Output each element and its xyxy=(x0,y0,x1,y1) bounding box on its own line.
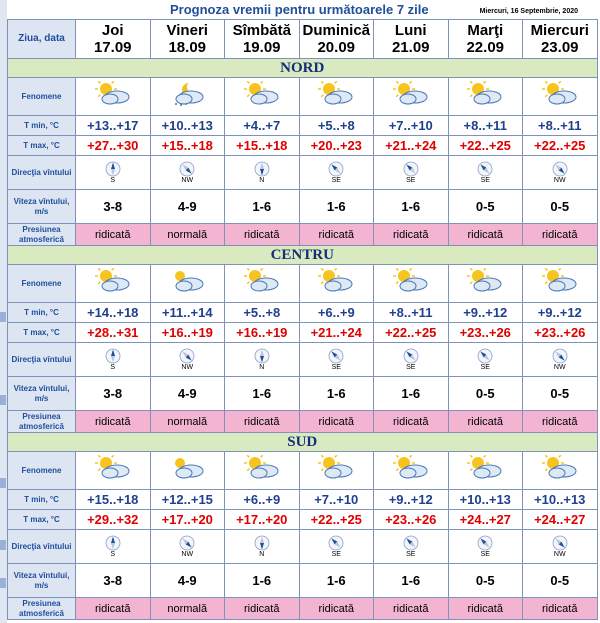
day-date: 23.09 xyxy=(540,39,579,56)
pressure-value: ridicată xyxy=(523,224,598,246)
tmin-value: +10..+13 xyxy=(150,116,225,136)
pressure-value: ridicată xyxy=(448,224,523,246)
tmin-value: +9..+12 xyxy=(448,303,523,323)
wind-speed-value: 4-9 xyxy=(150,190,225,224)
row-label-wind-dir: Direcţia vîntului xyxy=(8,156,76,190)
wind-arrow-icon xyxy=(477,535,493,551)
tmin-value: +8..+11 xyxy=(374,303,449,323)
wind-direction-text: NW xyxy=(181,176,194,184)
tmin-value: +13..+17 xyxy=(76,116,151,136)
wind-speed-value: 3-8 xyxy=(76,377,151,411)
wind-speed-value: 0-5 xyxy=(448,377,523,411)
weather-cell xyxy=(374,265,449,303)
tmin-value: +7..+10 xyxy=(374,116,449,136)
row-label-wind-speed: Viteza vîntului, m/s xyxy=(8,564,76,598)
wind-speed-value: 1-6 xyxy=(374,190,449,224)
weather-cell xyxy=(448,265,523,303)
day-header xyxy=(448,20,523,59)
sun-cloud-icon xyxy=(466,455,504,481)
weather-cell xyxy=(225,452,300,490)
wind-arrow-icon xyxy=(328,348,344,364)
sun-cloud-icon xyxy=(94,81,132,107)
row-label-wind-speed: Viteza vîntului, m/s xyxy=(8,377,76,411)
tmin-value: +8..+11 xyxy=(448,116,523,136)
weather-cell xyxy=(523,452,598,490)
forecast-table xyxy=(7,19,598,620)
pressure-value: normală xyxy=(150,224,225,246)
day-header xyxy=(150,20,225,59)
tmax-value: +24..+27 xyxy=(523,510,598,530)
tmax-value: +22..+25 xyxy=(523,136,598,156)
row-label-wind-dir: Direcţia vîntului xyxy=(8,343,76,377)
row-label-pressure: Presiunea atmosferică xyxy=(8,598,76,620)
sun-cloud-icon xyxy=(243,455,281,481)
wind-direction-cell xyxy=(299,156,374,190)
day-date: 17.09 xyxy=(93,39,132,56)
tmax-value: +20..+23 xyxy=(299,136,374,156)
sun-cloud-icon xyxy=(541,81,579,107)
weather-cell xyxy=(150,265,225,303)
tmax-value: +22..+25 xyxy=(299,510,374,530)
day-name: Joi xyxy=(101,22,124,39)
sun-cloud-icon xyxy=(466,268,504,294)
wind-arrow-icon xyxy=(254,348,270,364)
weather-cell xyxy=(299,452,374,490)
wind-speed-value: 3-8 xyxy=(76,564,151,598)
tmax-value: +16..+19 xyxy=(150,323,225,343)
side-marker xyxy=(0,578,6,588)
day-header xyxy=(374,20,449,59)
region-header: CENTRU xyxy=(8,246,598,265)
wind-direction-text: NW xyxy=(553,176,566,184)
pressure-value: normală xyxy=(150,411,225,433)
wind-direction-cell xyxy=(523,530,598,564)
pressure-value: normală xyxy=(150,598,225,620)
wind-speed-value: 1-6 xyxy=(299,190,374,224)
tmax-value: +15..+18 xyxy=(225,136,300,156)
wind-direction-text: SE xyxy=(406,550,416,558)
pressure-value: ridicată xyxy=(374,598,449,620)
wind-direction-text: SE xyxy=(480,363,490,371)
tmin-value: +6..+9 xyxy=(299,303,374,323)
weather-cell xyxy=(225,265,300,303)
day-name: Marţi xyxy=(467,22,504,39)
weather-cell xyxy=(76,78,151,116)
tmin-value: +15..+18 xyxy=(76,490,151,510)
row-label-wind-dir: Direcţia vîntului xyxy=(8,530,76,564)
wind-direction-cell xyxy=(150,530,225,564)
row-label-tmax: T max, °C xyxy=(8,510,76,530)
wind-direction-text: N xyxy=(259,176,265,184)
tmin-value: +10..+13 xyxy=(523,490,598,510)
day-name: Vineri xyxy=(166,22,208,39)
tmax-value: +22..+25 xyxy=(374,323,449,343)
wind-arrow-icon xyxy=(403,535,419,551)
weather-cell xyxy=(523,78,598,116)
wind-speed-value: 1-6 xyxy=(299,377,374,411)
wind-arrow-icon xyxy=(477,348,493,364)
wind-arrow-icon xyxy=(552,161,568,177)
wind-direction-cell xyxy=(374,343,449,377)
pressure-value: ridicată xyxy=(76,598,151,620)
tmax-value: +15..+18 xyxy=(150,136,225,156)
wind-direction-text: NW xyxy=(553,550,566,558)
wind-direction-text: S xyxy=(110,550,116,558)
issue-date: Miercuri, 16 Septembrie, 2020 xyxy=(479,8,578,15)
tmax-value: +22..+25 xyxy=(448,136,523,156)
wind-arrow-icon xyxy=(403,161,419,177)
wind-direction-text: NW xyxy=(181,363,194,371)
page-title: Prognoza vremii pentru următoarele 7 zile xyxy=(170,2,429,17)
sun-cloud-icon xyxy=(392,268,430,294)
day-header xyxy=(299,20,374,59)
pressure-value: ridicată xyxy=(299,598,374,620)
day-date: 21.09 xyxy=(391,39,430,56)
tmin-value: +5..+8 xyxy=(299,116,374,136)
wind-speed-value: 1-6 xyxy=(225,564,300,598)
wind-arrow-icon xyxy=(105,535,121,551)
region-header: NORD xyxy=(8,59,598,78)
wind-arrow-icon xyxy=(552,535,568,551)
wind-speed-value: 0-5 xyxy=(523,190,598,224)
wind-direction-text: SE xyxy=(406,363,416,371)
wind-arrow-icon xyxy=(179,348,195,364)
wind-arrow-icon xyxy=(254,535,270,551)
sun-cloud-icon xyxy=(243,81,281,107)
cloud-icon xyxy=(168,455,206,481)
row-label-pressure: Presiunea atmosferică xyxy=(8,411,76,433)
wind-direction-cell xyxy=(76,343,151,377)
pressure-value: ridicată xyxy=(225,224,300,246)
wind-arrow-icon xyxy=(552,348,568,364)
pressure-value: ridicată xyxy=(299,411,374,433)
tmin-value: +11..+14 xyxy=(150,303,225,323)
weather-cell xyxy=(374,452,449,490)
sun-cloud-icon xyxy=(541,455,579,481)
tmax-value: +17..+20 xyxy=(225,510,300,530)
day-header xyxy=(76,20,151,59)
tmin-value: +4..+7 xyxy=(225,116,300,136)
row-label-tmin: T min, °C xyxy=(8,490,76,510)
row-label-fenomene: Fenomene xyxy=(8,265,76,303)
pressure-value: ridicată xyxy=(299,224,374,246)
weather-cell xyxy=(225,78,300,116)
tmin-value: +12..+15 xyxy=(150,490,225,510)
weather-cell xyxy=(150,452,225,490)
wind-direction-cell xyxy=(76,530,151,564)
tmin-value: +7..+10 xyxy=(299,490,374,510)
tmin-value: +5..+8 xyxy=(225,303,300,323)
wind-arrow-icon xyxy=(328,161,344,177)
weather-cell xyxy=(448,452,523,490)
weather-cell xyxy=(299,265,374,303)
pressure-value: ridicată xyxy=(225,598,300,620)
wind-direction-text: S xyxy=(110,176,116,184)
pressure-value: ridicată xyxy=(374,224,449,246)
tmax-value: +23..+26 xyxy=(374,510,449,530)
day-header xyxy=(523,20,598,59)
pressure-value: ridicată xyxy=(374,411,449,433)
wind-direction-cell xyxy=(76,156,151,190)
tmax-value: +29..+32 xyxy=(76,510,151,530)
tmax-value: +16..+19 xyxy=(225,323,300,343)
weather-cell xyxy=(150,78,225,116)
moon-cloud-icon xyxy=(168,81,206,107)
tmax-value: +27..+30 xyxy=(76,136,151,156)
left-edge-strip xyxy=(0,0,7,623)
tmax-value: +21..+24 xyxy=(374,136,449,156)
day-name: Sîmbătă xyxy=(232,22,291,39)
wind-speed-value: 1-6 xyxy=(225,190,300,224)
sun-cloud-icon xyxy=(466,81,504,107)
row-label-wind-speed: Viteza vîntului, m/s xyxy=(8,190,76,224)
wind-speed-value: 0-5 xyxy=(523,377,598,411)
day-date: 22.09 xyxy=(466,39,505,56)
side-marker xyxy=(0,395,6,405)
tmin-value: +14..+18 xyxy=(76,303,151,323)
tmin-value: +8..+11 xyxy=(523,116,598,136)
side-marker xyxy=(0,540,6,550)
wind-speed-value: 4-9 xyxy=(150,377,225,411)
weather-cell xyxy=(299,78,374,116)
row-label-fenomene: Fenomene xyxy=(8,452,76,490)
weather-cell xyxy=(76,452,151,490)
day-date: 20.09 xyxy=(317,39,356,56)
wind-direction-cell xyxy=(448,156,523,190)
day-header xyxy=(225,20,300,59)
wind-direction-cell xyxy=(150,343,225,377)
pressure-value: ridicată xyxy=(448,411,523,433)
wind-direction-cell xyxy=(225,343,300,377)
row-label-fenomene: Fenomene xyxy=(8,78,76,116)
row-label-tmin: T min, °C xyxy=(8,116,76,136)
wind-direction-cell xyxy=(523,156,598,190)
pressure-value: ridicată xyxy=(448,598,523,620)
wind-direction-cell xyxy=(150,156,225,190)
wind-direction-text: SE xyxy=(480,550,490,558)
wind-arrow-icon xyxy=(179,161,195,177)
cloud-icon xyxy=(168,268,206,294)
row-label-pressure: Presiunea atmosferică xyxy=(8,224,76,246)
wind-arrow-icon xyxy=(105,161,121,177)
wind-speed-value: 1-6 xyxy=(374,564,449,598)
wind-speed-value: 0-5 xyxy=(448,190,523,224)
wind-direction-cell xyxy=(448,343,523,377)
pressure-value: ridicată xyxy=(523,598,598,620)
wind-direction-cell xyxy=(523,343,598,377)
wind-direction-text: NW xyxy=(181,550,194,558)
wind-direction-text: SE xyxy=(331,176,341,184)
wind-speed-value: 1-6 xyxy=(299,564,374,598)
pressure-value: ridicată xyxy=(76,411,151,433)
tmax-value: +23..+26 xyxy=(523,323,598,343)
wind-direction-text: SE xyxy=(331,550,341,558)
wind-arrow-icon xyxy=(105,348,121,364)
tmin-value: +10..+13 xyxy=(448,490,523,510)
wind-speed-value: 0-5 xyxy=(448,564,523,598)
wind-direction-cell xyxy=(225,156,300,190)
sun-cloud-icon xyxy=(392,455,430,481)
wind-direction-text: SE xyxy=(331,363,341,371)
tmin-value: +6..+9 xyxy=(225,490,300,510)
tmax-value: +24..+27 xyxy=(448,510,523,530)
wind-speed-value: 1-6 xyxy=(225,377,300,411)
wind-arrow-icon xyxy=(477,161,493,177)
tmin-value: +9..+12 xyxy=(523,303,598,323)
tmax-value: +23..+26 xyxy=(448,323,523,343)
wind-arrow-icon xyxy=(403,348,419,364)
weather-cell xyxy=(374,78,449,116)
wind-speed-value: 4-9 xyxy=(150,564,225,598)
sun-cloud-icon xyxy=(94,455,132,481)
wind-direction-cell xyxy=(299,530,374,564)
wind-direction-cell xyxy=(225,530,300,564)
wind-speed-value: 0-5 xyxy=(523,564,598,598)
pressure-value: ridicată xyxy=(76,224,151,246)
wind-direction-cell xyxy=(448,530,523,564)
pressure-value: ridicată xyxy=(225,411,300,433)
wind-arrow-icon xyxy=(254,161,270,177)
tmax-value: +17..+20 xyxy=(150,510,225,530)
wind-speed-value: 1-6 xyxy=(374,377,449,411)
pressure-value: ridicată xyxy=(523,411,598,433)
weather-cell xyxy=(523,265,598,303)
wind-direction-cell xyxy=(374,530,449,564)
wind-direction-cell xyxy=(374,156,449,190)
wind-arrow-icon xyxy=(328,535,344,551)
wind-direction-text: N xyxy=(259,550,265,558)
tmax-value: +21..+24 xyxy=(299,323,374,343)
sun-cloud-icon xyxy=(317,81,355,107)
sun-cloud-icon xyxy=(243,268,281,294)
wind-speed-value: 3-8 xyxy=(76,190,151,224)
wind-arrow-icon xyxy=(179,535,195,551)
day-name: Luni xyxy=(394,22,427,39)
corner-label: Ziua, data xyxy=(8,20,76,59)
region-header: SUD xyxy=(8,433,598,452)
sun-cloud-icon xyxy=(94,268,132,294)
tmax-value: +28..+31 xyxy=(76,323,151,343)
side-marker xyxy=(0,478,6,488)
sun-cloud-icon xyxy=(392,81,430,107)
day-date: 19.09 xyxy=(242,39,281,56)
sun-cloud-icon xyxy=(317,268,355,294)
sun-cloud-icon xyxy=(317,455,355,481)
weather-cell xyxy=(448,78,523,116)
wind-direction-text: NW xyxy=(553,363,566,371)
row-label-tmax: T max, °C xyxy=(8,323,76,343)
wind-direction-text: SE xyxy=(406,176,416,184)
wind-direction-text: N xyxy=(259,363,265,371)
weather-cell xyxy=(76,265,151,303)
day-date: 18.09 xyxy=(168,39,207,56)
wind-direction-text: SE xyxy=(480,176,490,184)
wind-direction-text: S xyxy=(110,363,116,371)
side-marker xyxy=(0,312,6,322)
tmin-value: +9..+12 xyxy=(374,490,449,510)
wind-direction-cell xyxy=(299,343,374,377)
sun-cloud-icon xyxy=(541,268,579,294)
row-label-tmin: T min, °C xyxy=(8,303,76,323)
day-name: Miercuri xyxy=(530,22,589,39)
day-name: Duminică xyxy=(302,22,370,39)
row-label-tmax: T max, °C xyxy=(8,136,76,156)
